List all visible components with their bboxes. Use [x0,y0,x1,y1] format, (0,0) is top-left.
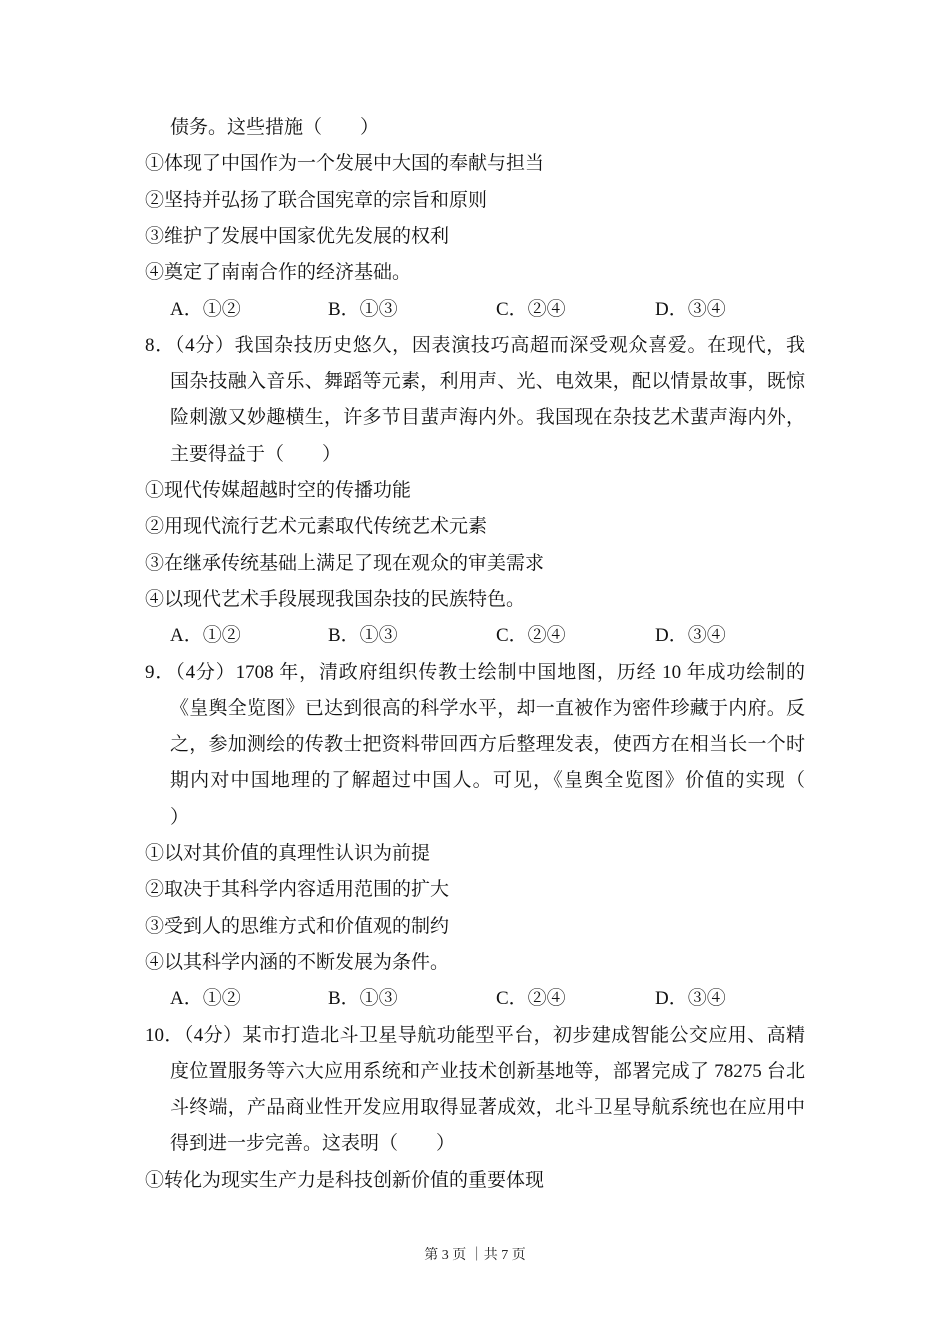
question-stem-line: 债务。这些措施（ ） [170,117,380,138]
statement: ③受到人的思维方式和价值观的制约 [145,915,450,937]
question-stem-line [145,1024,805,1048]
statement: ①体现了中国作为一个发展中大国的奉献与担当 [145,153,545,175]
question-number: 8． [145,334,175,356]
question-stem-line: 险刺激又妙趣横生，许多节目蜚声海内外。我国现在杂技艺术蜚声海内外， [170,407,805,429]
question-stem-line: ） [170,806,190,828]
answer-option: D．③④ [655,298,726,320]
question-stem-line: 期内对中国地理的了解超过中国人。可见，《皇舆全览图》价值的实现（ [170,770,805,792]
answer-option: B．①③ [328,625,398,647]
question-stem-line: 主要得益于（ ） [170,443,342,465]
question-stem-line [145,334,805,358]
question-text: 1708 年，清政府组织传教士绘制中国地图，历经 10 年成功绘制的 [235,661,805,683]
answer-option: B．①③ [328,988,398,1010]
page-footer: 第 3 页 ｜共 7 页 [424,1248,526,1263]
statement: ①以对其价值的真理性认识为前提 [145,843,431,864]
statement: ②取决于其科学内容适用范围的扩大 [145,879,450,901]
question-stem-line: 国杂技融入音乐、舞蹈等元素，利用声、光、电效果，配以情景故事，既惊 [170,371,805,393]
statement: ③在继承传统基础上满足了现在观众的审美需求 [145,552,545,574]
statement: ③维护了发展中国家优先发展的权利 [145,225,450,247]
question-number: 9． [145,661,176,683]
question-number: 10． [145,1024,184,1046]
answer-option: D．③④ [655,988,726,1010]
question-stem-line: 斗终端，产品商业性开发应用取得显著成效，北斗卫星导航系统也在应用中 [170,1097,805,1119]
question-text: 我国杂技历史悠久，因表演技巧高超而深受观众喜爱。在现代，我 [234,334,805,356]
question-stem-line [145,661,805,685]
answer-option: B．①③ [328,298,398,320]
question-text: 某市打造北斗卫星导航功能型平台，初步建成智能公交应用、高精 [242,1024,805,1046]
statement: ④以现代艺术手段展现我国杂技的民族特色。 [145,588,526,610]
statement: ②用现代流行艺术元素取代传统艺术元素 [145,516,488,538]
question-score: （4分） [183,1024,243,1046]
question-score: （4分） [174,334,235,356]
question-stem-line: 得到进一步完善。这表明（ ） [170,1133,456,1155]
statement: ②坚持并弘扬了联合国宪章的宗旨和原则 [145,189,488,211]
question-stem-line: 之，参加测绘的传教士把资料带回西方后整理发表，使西方在相当长一个时 [170,734,805,756]
answer-option: A．①② [170,988,241,1010]
question-score: （4分） [175,661,236,683]
answer-option: C．②④ [496,988,566,1010]
answer-option: C．②④ [496,298,566,320]
answer-option: C．②④ [496,625,566,647]
statement: ①现代传媒超越时空的传播功能 [145,480,412,501]
question-stem-line: 度位置服务等六大应用系统和产业技术创新基地等，部署完成了 78275 台北 [170,1060,805,1082]
statement: ①转化为现实生产力是科技创新价值的重要体现 [145,1169,545,1191]
statement: ④奠定了南南合作的经济基础。 [145,262,412,284]
statement: ④以其科学内涵的不断发展为条件。 [145,951,450,973]
question-stem-line: 《皇舆全览图》已达到很高的科学水平，却一直被作为密件珍藏于内府。反 [170,697,805,719]
answer-option: A．①② [170,625,241,647]
answer-option: A．①② [170,298,241,320]
answer-option: D．③④ [655,625,726,647]
